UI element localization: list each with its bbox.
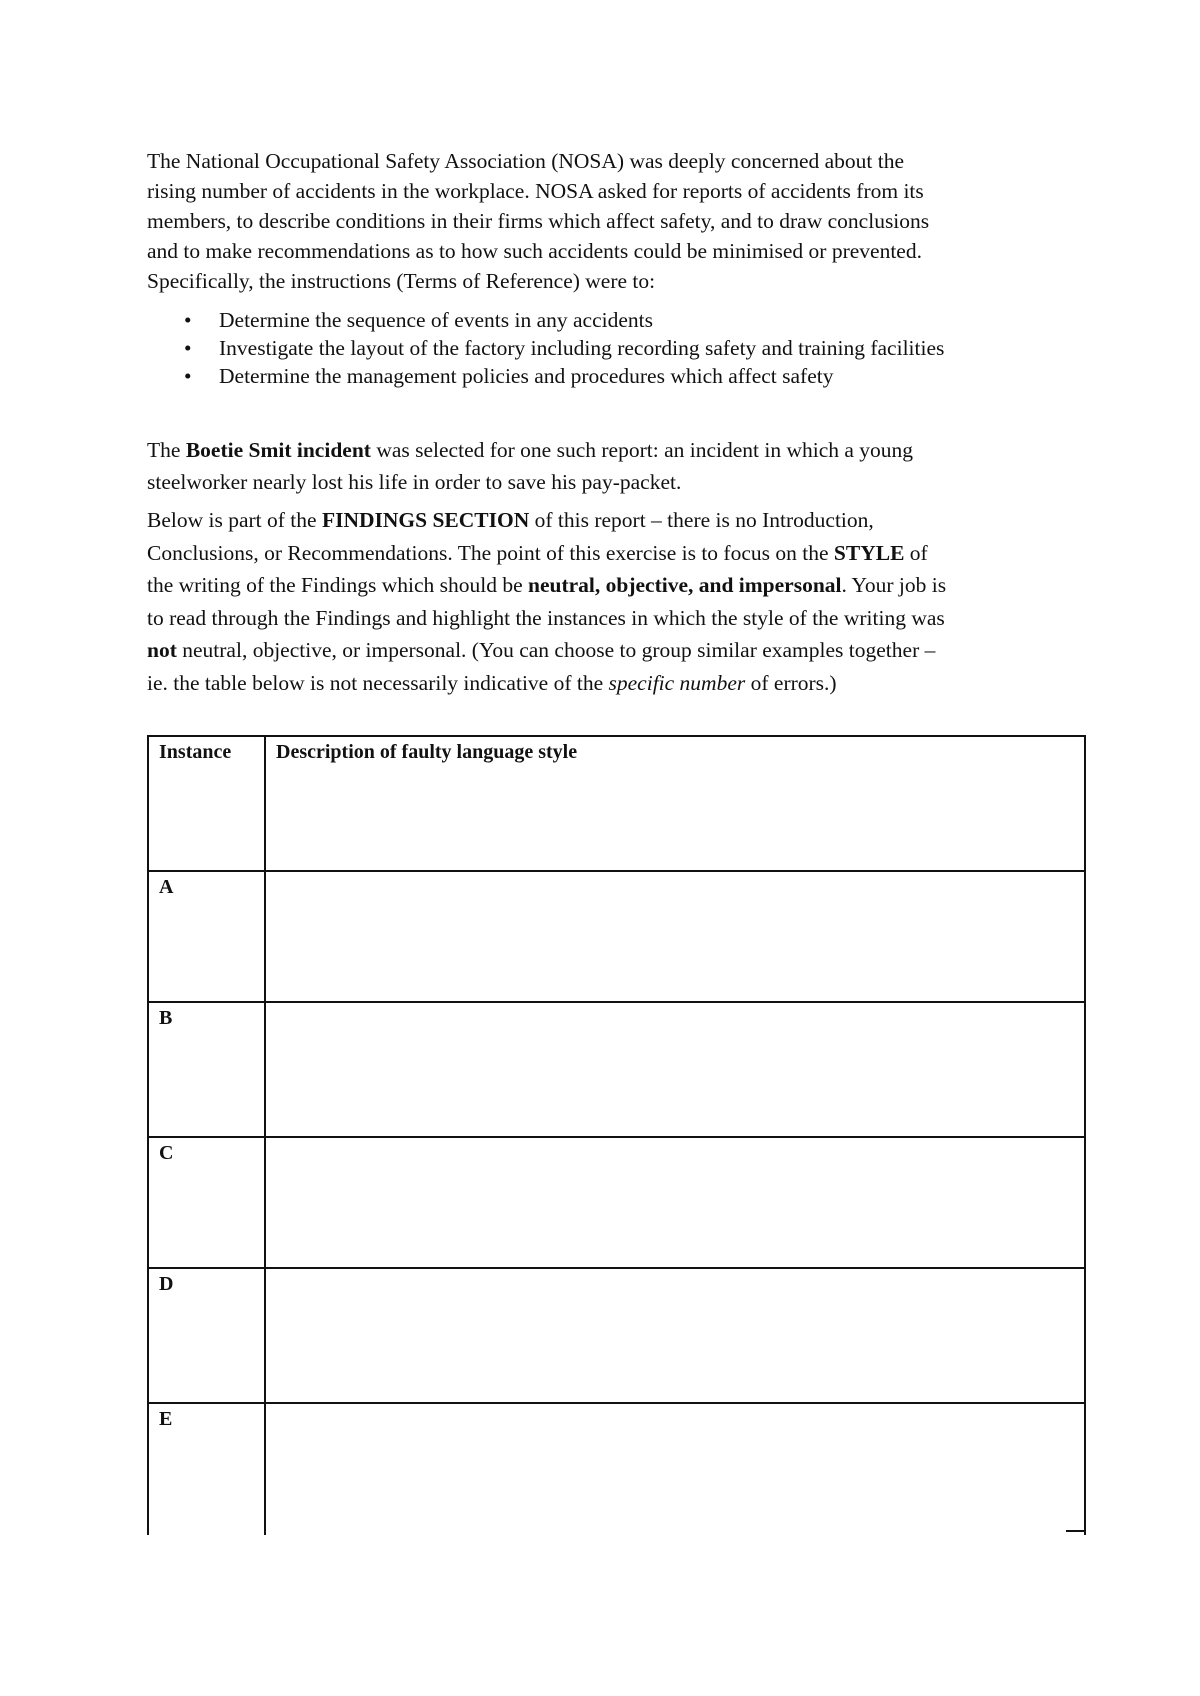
table-row	[148, 1137, 1085, 1268]
findings-line	[147, 634, 1092, 667]
list-item	[147, 362, 1092, 390]
list-item	[147, 334, 1092, 362]
intro-line: members, to describe conditions in their firms which affect safety, and to draw conclusions	[147, 209, 930, 233]
text-run: of	[904, 540, 928, 565]
intro-paragraph	[147, 146, 1092, 296]
description-cell[interactable]	[265, 1137, 1085, 1268]
term-text: Determine the sequence of events in any accidents	[219, 308, 653, 332]
findings-line	[147, 504, 1092, 537]
incident-paragraph	[147, 434, 1092, 498]
bullet-icon: •	[184, 308, 192, 332]
text-run: . Your job is	[841, 573, 947, 597]
text-run: of this report – there is no Introduction,	[529, 508, 874, 532]
intro-line: The National Occupational Safety Association (NOSA) was deeply concerned about the	[147, 149, 905, 173]
instance-cell: A	[148, 871, 265, 1002]
emphasis-text: specific number	[608, 670, 746, 695]
text-run: neutral, objective, or impersonal. (You can choose to group similar examples together –	[176, 638, 936, 662]
text-run: ie. the table below is not necessarily indicative of the	[147, 670, 609, 695]
findings-line	[147, 667, 1092, 700]
table-row	[148, 1403, 1085, 1535]
table-end-marker	[1066, 1530, 1086, 1532]
incident-name: Boetie Smit incident	[185, 438, 371, 462]
findings-paragraph	[147, 504, 1092, 699]
text-run: The	[147, 438, 186, 462]
findings-line	[147, 537, 1092, 570]
terms-of-reference-list	[147, 306, 1092, 390]
bullet-icon: •	[184, 364, 192, 388]
description-cell[interactable]	[265, 1002, 1085, 1137]
criteria-label: neutral, objective, and impersonal	[528, 573, 842, 597]
description-cell[interactable]	[265, 1268, 1085, 1403]
intro-line: Specifically, the instructions (Terms of Reference) were to:	[147, 269, 656, 293]
instance-cell: E	[148, 1403, 265, 1535]
description-cell[interactable]	[265, 1403, 1085, 1535]
text-run: Conclusions, or Recommendations. The point of this exercise is to focus on the	[147, 540, 834, 565]
style-label: STYLE	[833, 540, 905, 565]
instance-cell: D	[148, 1268, 265, 1403]
table-row	[148, 871, 1085, 1002]
description-header: Description of faulty language style	[265, 736, 1085, 871]
text-run: of errors.)	[745, 670, 837, 695]
findings-section-label: FINDINGS SECTION	[321, 508, 530, 532]
bullet-icon: •	[184, 336, 192, 360]
findings-line: to read through the Findings and highlight the instances in which the style of the writing was	[147, 605, 945, 630]
document-page	[147, 146, 1092, 699]
text-run: was selected for one such report: an incident in which a young	[370, 438, 914, 462]
list-item	[147, 306, 1092, 334]
table-row	[148, 1002, 1085, 1137]
not-label: not	[147, 638, 177, 662]
instance-cell: B	[148, 1002, 265, 1137]
instance-header: Instance	[148, 736, 265, 871]
term-text: Investigate the layout of the factory including recording safety and training facilities	[219, 336, 945, 360]
instance-cell: C	[148, 1137, 265, 1268]
table-row	[148, 1268, 1085, 1403]
text-run: Below is part of the	[147, 508, 322, 532]
findings-table	[147, 735, 1086, 1535]
description-cell[interactable]	[265, 871, 1085, 1002]
term-text: Determine the management policies and procedures which affect safety	[219, 364, 834, 388]
intro-line: and to make recommendations as to how such accidents could be minimised or prevented.	[147, 239, 922, 263]
findings-line	[147, 569, 1092, 602]
table-header-row	[148, 736, 1085, 871]
incident-line	[147, 434, 1092, 466]
intro-line: rising number of accidents in the workplace. NOSA asked for reports of accidents from its	[147, 179, 924, 203]
incident-line: steelworker nearly lost his life in order to save his pay-packet.	[147, 470, 682, 494]
text-run: the writing of the Findings which should be	[147, 573, 528, 597]
